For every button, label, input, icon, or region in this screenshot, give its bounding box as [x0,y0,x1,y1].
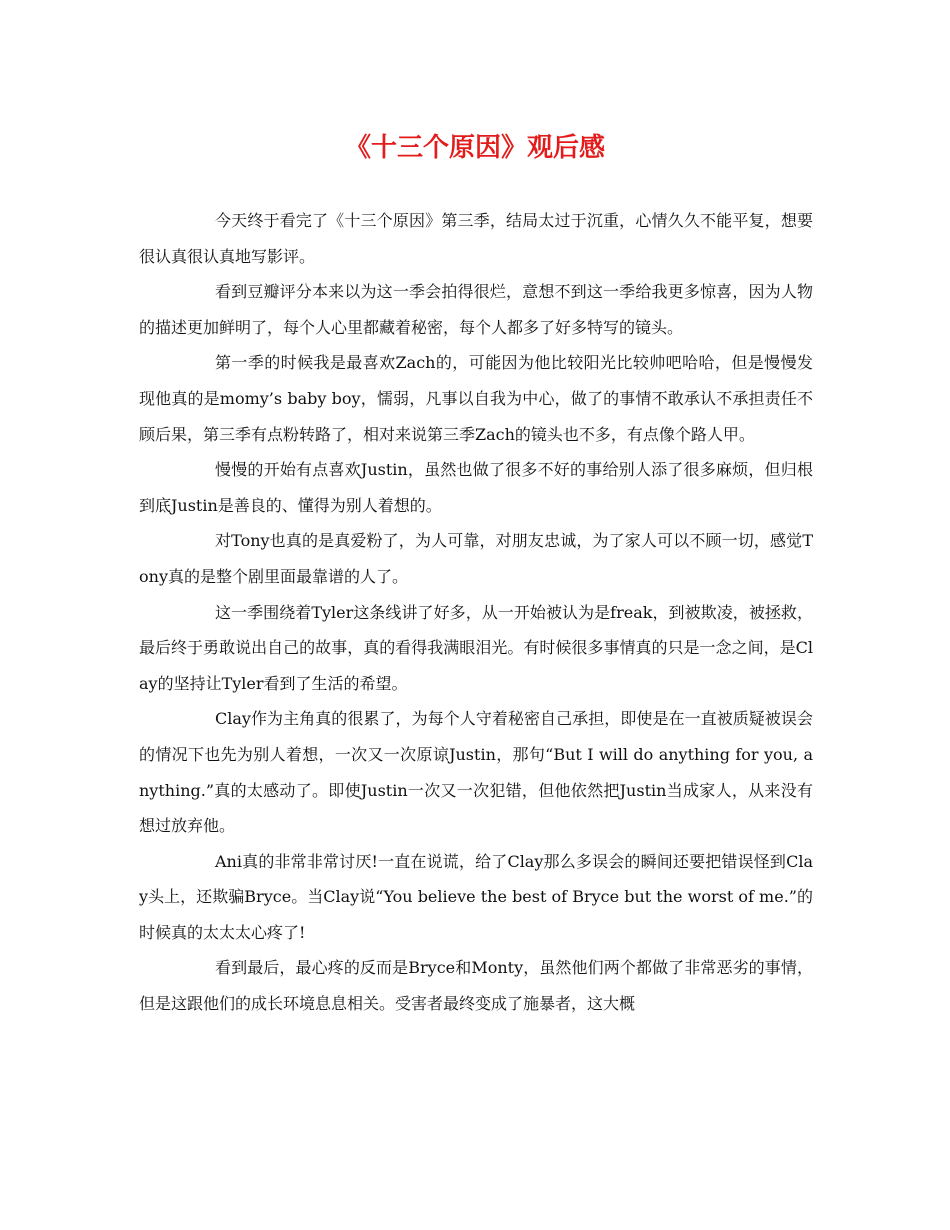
paragraph-9: 看到最后，最心疼的反而是Bryce和Monty，虽然他们两个都做了非常恶劣的事情，但是这跟他们的成长环境息息相关。受害者最终变成了施暴者，这大概 [139,958,813,1014]
paragraph-3: 第一季的时候我是最喜欢Zach的，可能因为他比较阳光比较帅吧哈哈，但是慢慢发现他真的是momy’s baby boy，懦弱，凡事以自我为中心，做了的事情不敢承认不承担责任不顾后果，第三季有点粉转路了，相对来说第三季Zach的镜头也不多，有点像个路人甲。 [139,353,813,444]
paragraph-6: 这一季围绕着Tyler这条线讲了好多，从一开始被认为是freak，到被欺凌，被拯救，最后终于勇敢说出自己的故事，真的看得我满眼泪光。有时候很多事情真的只是一念之间，是Clay的坚持让Tyler看到了生活的希望。 [139,602,813,693]
paragraph-8: Ani真的非常非常讨厌!一直在说谎，给了Clay那么多误会的瞬间还要把错误怪到Clay头上，还欺骗Bryce。当Clay说“You believe the best of Bryce but the worst of me.”的时候真的太太太心疼了! [139,851,813,942]
document-title: 《十三个原因》观后感 [344,133,605,163]
paragraph-1: 今天终于看完了《十三个原因》第三季，结局太过于沉重，心情久久不能平复，想要很认真很认真地写影评。 [139,211,813,266]
paragraph-4: 慢慢的开始有点喜欢Justin，虽然也做了很多不好的事给别人添了很多麻烦，但归根到底Justin是善良的、懂得为别人着想的。 [139,460,813,515]
paragraph-2: 看到豆瓣评分本来以为这一季会拍得很烂，意想不到这一季给我更多惊喜，因为人物的描述更加鲜明了，每个人心里都藏着秘密，每个人都多了好多特写的镜头。 [139,282,813,337]
document-body [139,203,813,1022]
paragraph-7: Clay作为主角真的很累了，为每个人守着秘密自己承担，即使是在一直被质疑被误会的情况下也先为别人着想，一次又一次原谅Justin，那句“But I will do anything for you, anything.”真的太感动了。即使Justin一次又一次犯错，但他依然把Justin当成家人，从来没有想过放弃他。 [139,709,813,836]
paragraph-5: 对Tony也真的是真爱粉了，为人可靠，对朋友忠诚，为了家人可以不顾一切，感觉Tony真的是整个剧里面最靠谱的人了。 [139,531,813,586]
